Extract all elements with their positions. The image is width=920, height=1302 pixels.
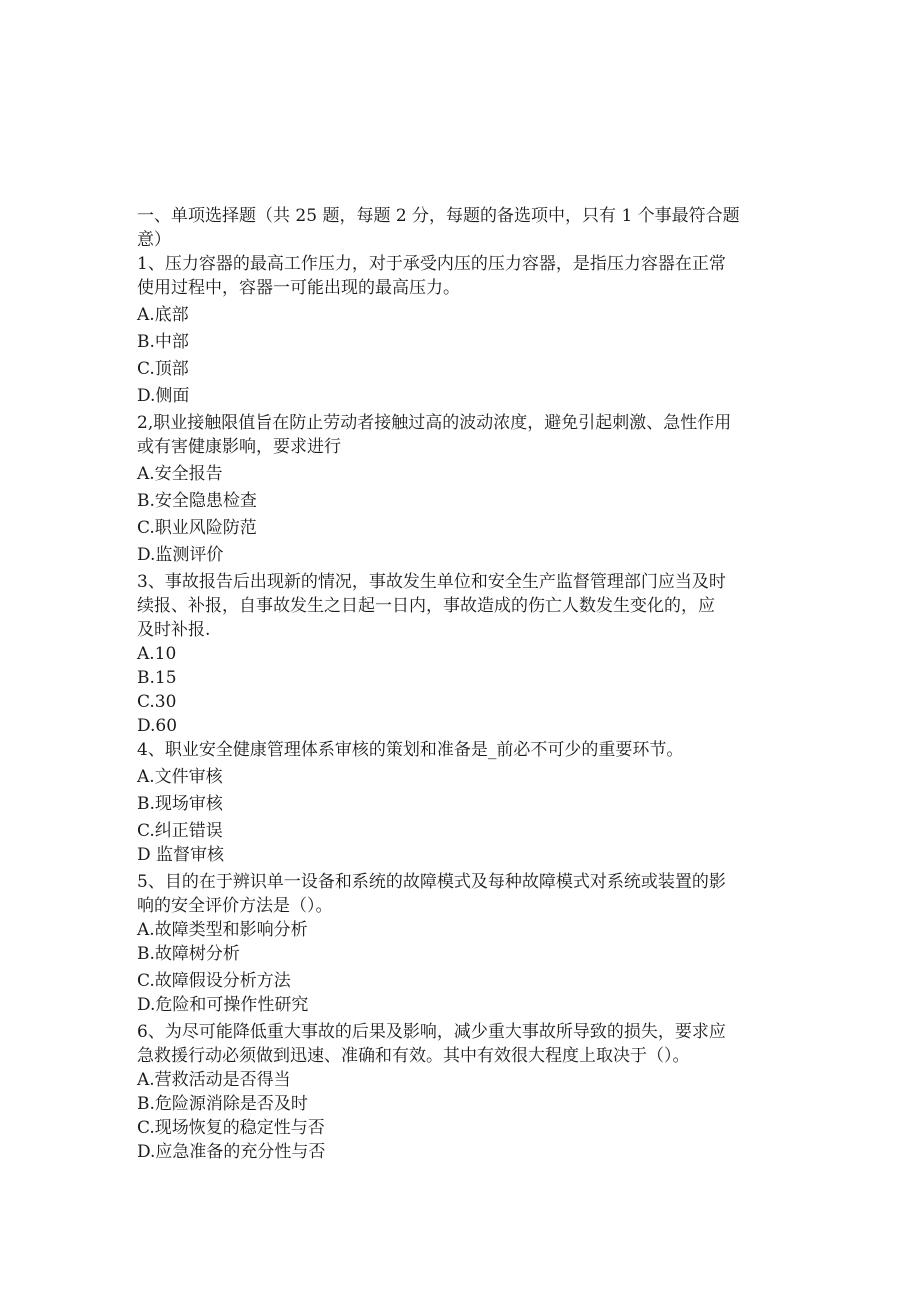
question-5-stem: 5、目的在于辨识单一设备和系统的故障模式及每种故障模式对系统或装置的影 — [137, 872, 726, 892]
document-page — [137, 204, 787, 1164]
question-2-stem: 2,职业接触限值旨在防止劳动者接触过高的波动浓度，避免引起刺激、急性作用 — [137, 413, 732, 433]
question-4-option-b: B.现场审核 — [137, 794, 223, 814]
question-1-stem: 1、压力容器的最高工作压力，对于承受内压的压力容器，是指压力容器在正常 — [137, 254, 726, 274]
question-1-option-c: C.顶部 — [137, 359, 189, 379]
question-4-stem: 4、职业安全健康管理体系审核的策划和准备是_前必不可少的重要环节。 — [137, 740, 684, 760]
question-2-option-d: D.监测评价 — [137, 545, 224, 565]
question-6-option-d: D.应急准备的充分性与否 — [137, 1142, 326, 1162]
question-5-option-d: D.危险和可操作性研究 — [137, 995, 309, 1015]
question-3-stem-cont-2: 及时补报. — [137, 620, 211, 640]
question-5-stem-cont: 响的安全评价方法是（）。 — [137, 896, 333, 916]
question-5-option-b: B.故障树分析 — [137, 944, 240, 964]
question-3-stem: 3、事故报告后出现新的情况，事故发生单位和安全生产监督管理部门应当及时 — [137, 572, 726, 592]
question-2-stem-cont: 或有害健康影响，要求进行 — [137, 437, 341, 457]
question-2-option-b: B.安全隐患检查 — [137, 491, 257, 511]
question-2-option-c: C.职业风险防范 — [137, 518, 257, 538]
question-1-option-d: D.侧面 — [137, 386, 190, 406]
question-3-option-d: D.60 — [137, 716, 178, 736]
question-6-stem: 6、为尽可能降低重大事故的后果及影响，减少重大事故所导致的损失，要求应 — [137, 1022, 726, 1042]
question-3-option-a: A.10 — [137, 644, 177, 664]
question-2-option-a: A.安全报告 — [137, 464, 223, 484]
question-6-stem-cont: 急救援行动必须做到迅速、准确和有效。其中有效很大程度上取决于（）。 — [137, 1046, 690, 1066]
question-1-option-b: B.中部 — [137, 332, 189, 352]
question-6-option-c: C.现场恢复的稳定性与否 — [137, 1118, 325, 1138]
question-3-option-c: C.30 — [137, 692, 177, 712]
question-3-option-b: B.15 — [137, 668, 177, 688]
question-6-option-b: B.危险源消除是否及时 — [137, 1094, 308, 1114]
section-heading-cont: 意） — [137, 230, 171, 250]
question-4-option-d: D 监督审核 — [137, 845, 225, 865]
question-6-option-a: A.营救活动是否得当 — [137, 1070, 291, 1090]
question-4-option-c: C.纠正错误 — [137, 821, 223, 841]
question-5-option-a: A.故障类型和影响分析 — [137, 920, 308, 940]
question-1-option-a: A.底部 — [137, 305, 189, 325]
question-3-stem-cont-1: 续报、补报，自事故发生之日起一日内，事故造成的伤亡人数发生变化的，应 — [137, 596, 715, 616]
question-1-stem-cont: 使用过程中，容器一可能出现的最高压力。 — [137, 278, 460, 298]
question-4-option-a: A.文件审核 — [137, 767, 223, 787]
question-5-option-c: C.故障假设分析方法 — [137, 971, 291, 991]
section-heading: 一、单项选择题（共 25 题，每题 2 分，每题的备选项中，只有 1 个事最符合题 — [137, 206, 740, 226]
